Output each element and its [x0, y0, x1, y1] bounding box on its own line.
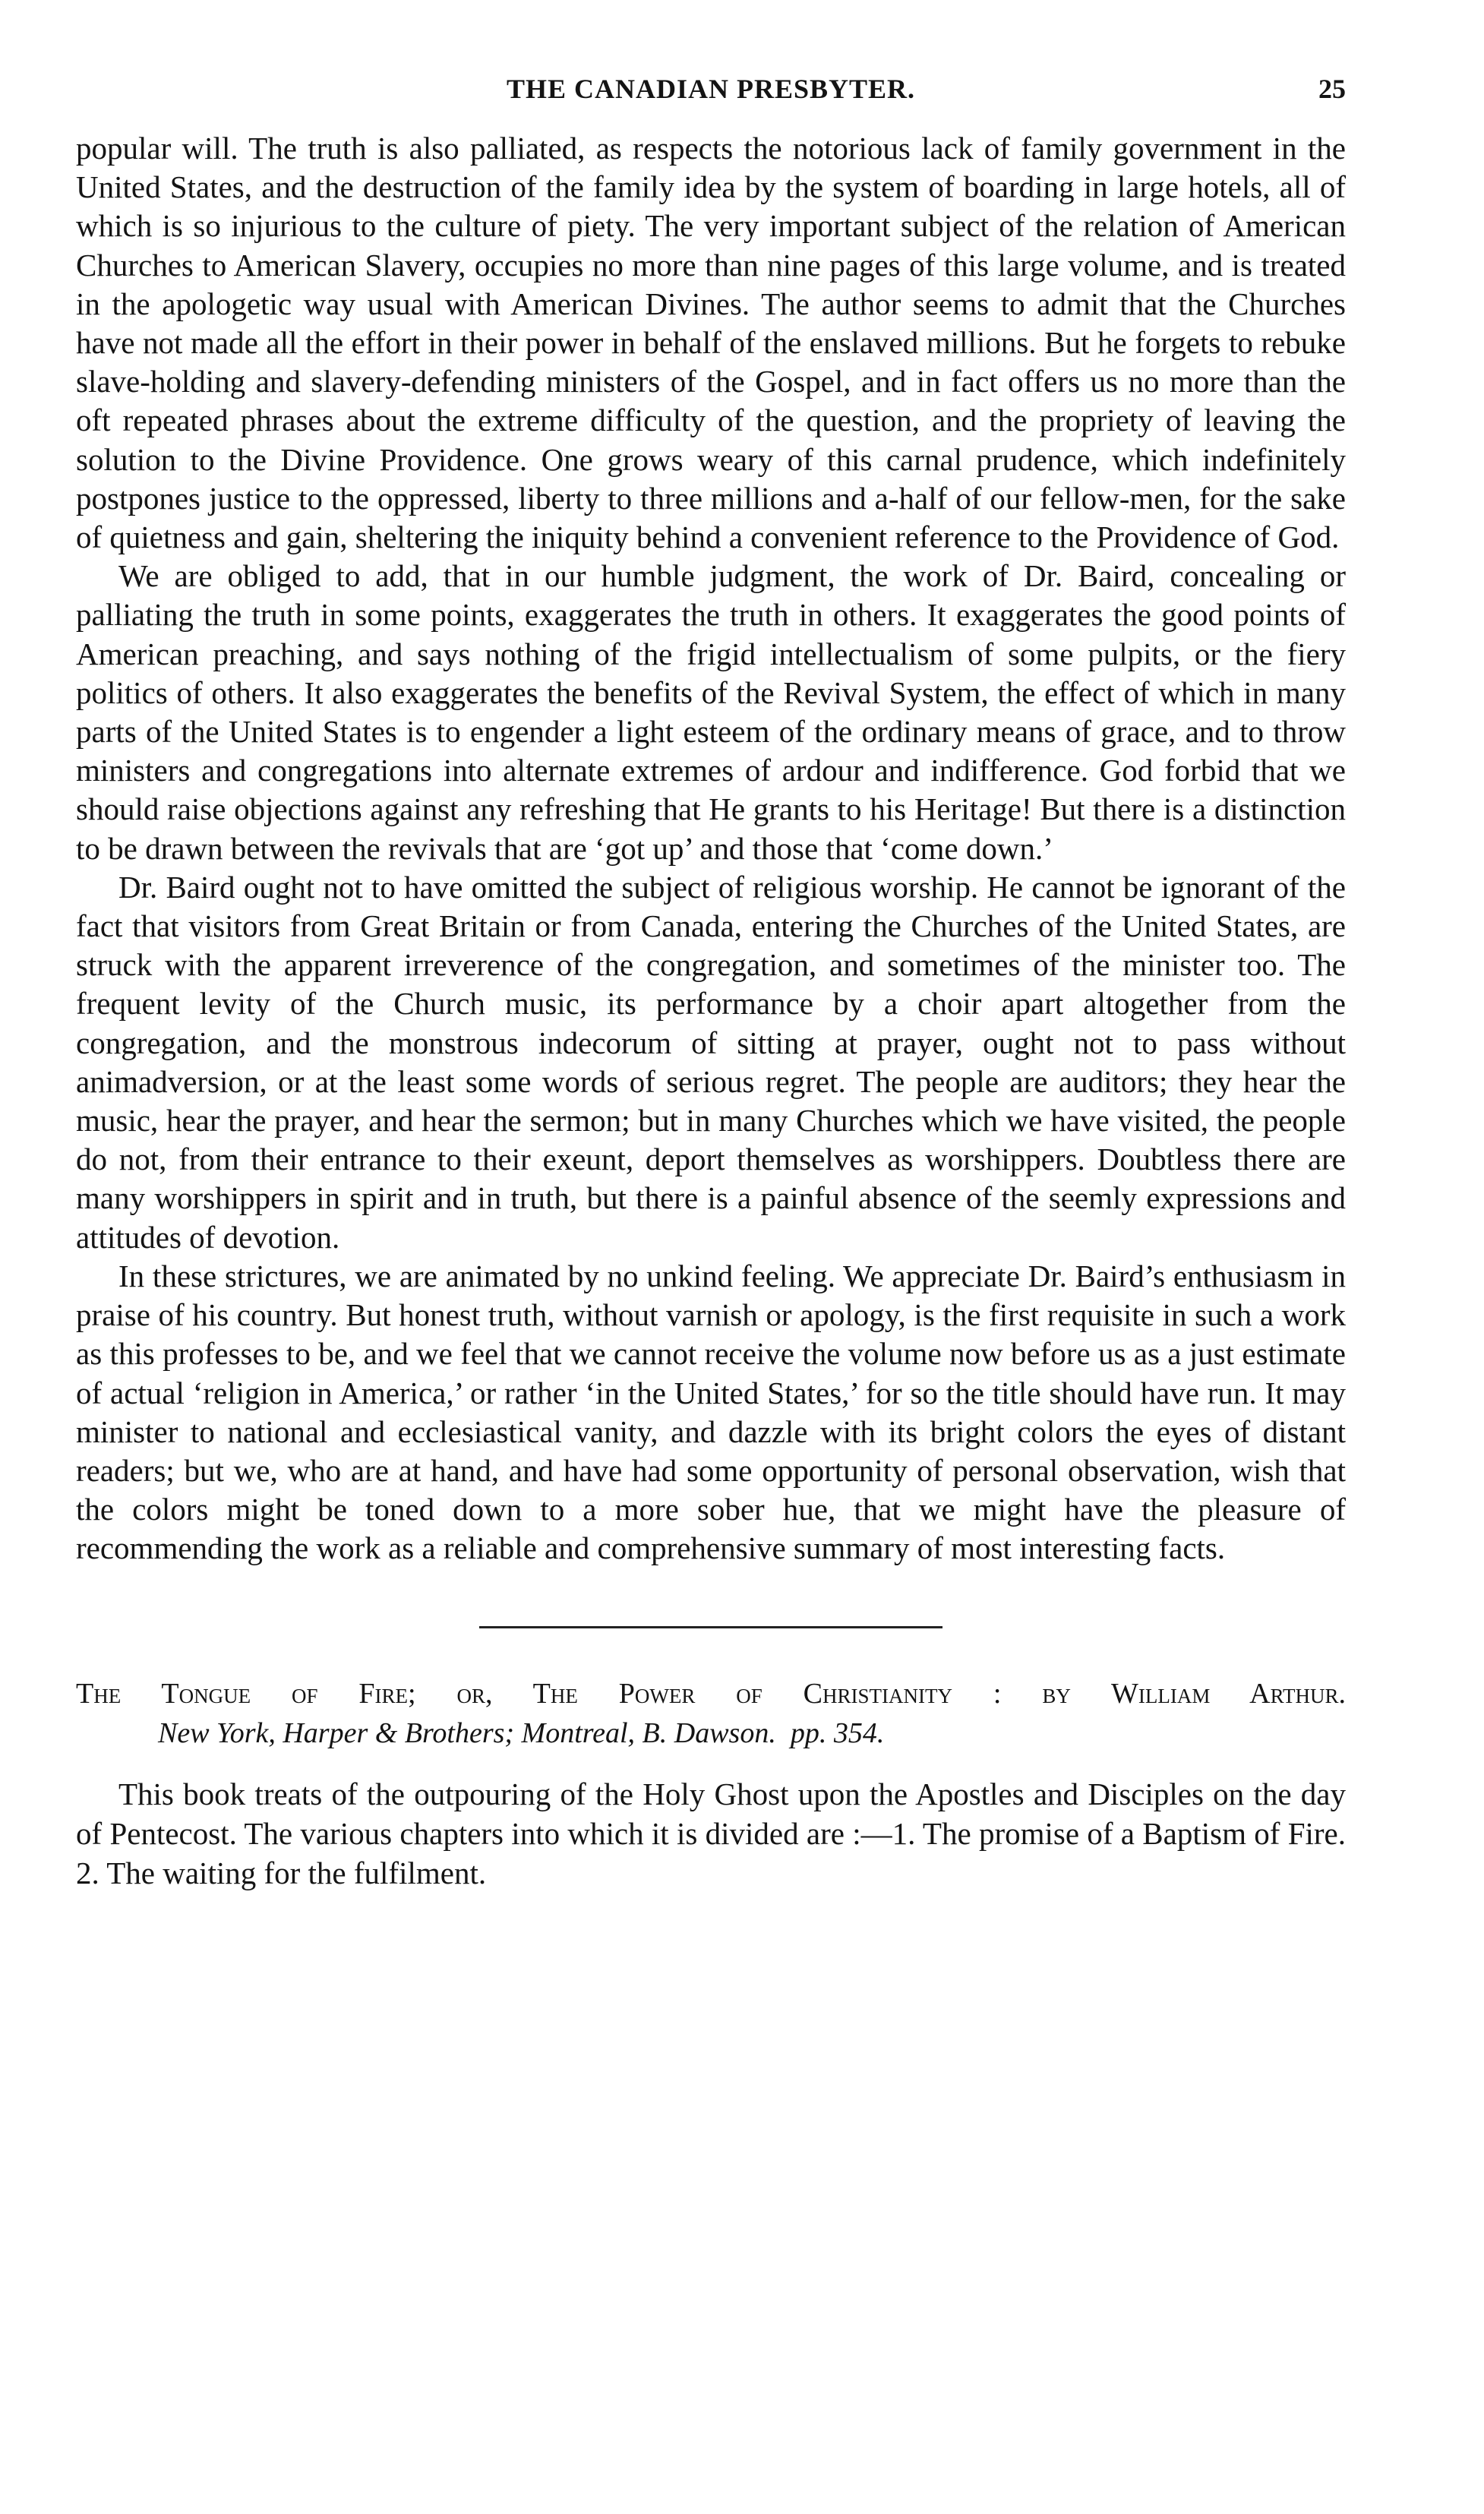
page-count: pp. 354. — [790, 1717, 885, 1749]
paragraph-1: popular will. The truth is also palliated, as respects the notorious lack of family government in the United States, and the destruction of the family idea by the system of boarding in large hotels, all of which is so injurious to the culture of piety. The very important subject of the relation of American Churches to American Slavery, occupies no more than nine pages of this large volume, and is treated in the apologetic way usual with American Divines. The author seems to admit that the Churches have not made all the effort in their power in behalf of the enslaved millions. But he forgets to rebuke slave-holding and slavery-defending ministers of the Gospel, and in fact offers us no more than the oft repeated phrases about the extreme difficulty of the question, and the propriety of leaving the solution to the Divine Providence. One grows weary of this carnal prudence, which indefinitely postpones justice to the oppressed, liberty to three millions and a-half of our fellow-men, for the sake of quietness and gain, sheltering the iniquity behind a convenient reference to the Providence of God. — [76, 131, 1346, 555]
imprint-place: New York, Harper & Brothers; — [158, 1717, 515, 1749]
page-number: 25 — [1318, 74, 1346, 104]
book-notice-paragraph: This book treats of the outpouring of the Holy Ghost upon the Apostles and Disciples on the day of Pentecost. The various chapters into which it is divided are :—1. The promise of a Baptism of Fire. 2. The waiting for the fulfilment. — [76, 1776, 1346, 1890]
page — [76, 73, 1346, 1893]
book-notice-body — [76, 1774, 1346, 1893]
running-title: THE CANADIAN PRESBYTER. — [506, 74, 916, 104]
book-title-line: The Tongue of Fire; or, The Power of Christianity : by William Arthur. — [76, 1677, 1346, 1710]
paragraph-4: In these strictures, we are animated by no unkind feeling. We appreciate Dr. Baird’s enthusiasm in praise of his country. But honest truth, without varnish or apology, is the first requisite in such a work as this professes to be, and we feel that we cannot receive the volume now before us as a just estimate of actual ‘religion in America,’ or rather ‘in the United States,’ for so the title should have run. It may minister to national and ecclesiastical vanity, and dazzle with its bright colors the eyes of distant readers; but we, who are at hand, and have had some opportunity of personal observation, wish that the colors might be toned down to a more sober hue, that we might have the pleasure of recommending the work as a reliable and comprehensive summary of most interesting facts. — [76, 1258, 1346, 1566]
imprint-city: Montreal, B. Dawson. — [521, 1717, 776, 1749]
running-head — [76, 73, 1346, 118]
book-imprint-line — [76, 1713, 1346, 1753]
section-divider — [479, 1626, 942, 1628]
paragraph-3: Dr. Baird ought not to have omitted the subject of religious worship. He cannot be ignorant of the fact that visitors from Great Britain or from Canada, entering the Churches of the United States, are struck with the apparent irreverence of the congregation, and sometimes of the minister too. The frequent levity of the Church music, its performance by a choir apart altogether from the congregation, and the monstrous indecorum of sitting at prayer, ought not to pass without animadversion, or at the least some words of serious regret. The people are auditors; they hear the music, hear the prayer, and hear the sermon; but in many Churches which we have visited, the people do not, from their entrance to their exeunt, deport themselves as worshippers. Doubtless there are many worshippers in spirit and in truth, but there is a painful absence of the seemly expressions and attitudes of devotion. — [76, 869, 1346, 1255]
book-notice-heading — [76, 1674, 1346, 1753]
paragraph-2: We are obliged to add, that in our humble judgment, the work of Dr. Baird, concealing or palliating the truth in some points, exaggerates the truth in others. It exaggerates the good points of American preaching, and says nothing of the frigid intellectualism of some pulpits, or the fiery politics of others. It also exaggerates the benefits of the Revival System, the effect of which in many parts of the United States is to engender a light esteem of the ordinary means of grace, and to throw ministers and congregations into alternate extremes of ardour and indifference. God forbid that we should raise objections against any refreshing that He grants to his Heritage! But there is a distinction to be drawn between the revivals that are ‘got up’ and those that ‘come down.’ — [76, 558, 1346, 866]
article-body — [76, 129, 1346, 1568]
